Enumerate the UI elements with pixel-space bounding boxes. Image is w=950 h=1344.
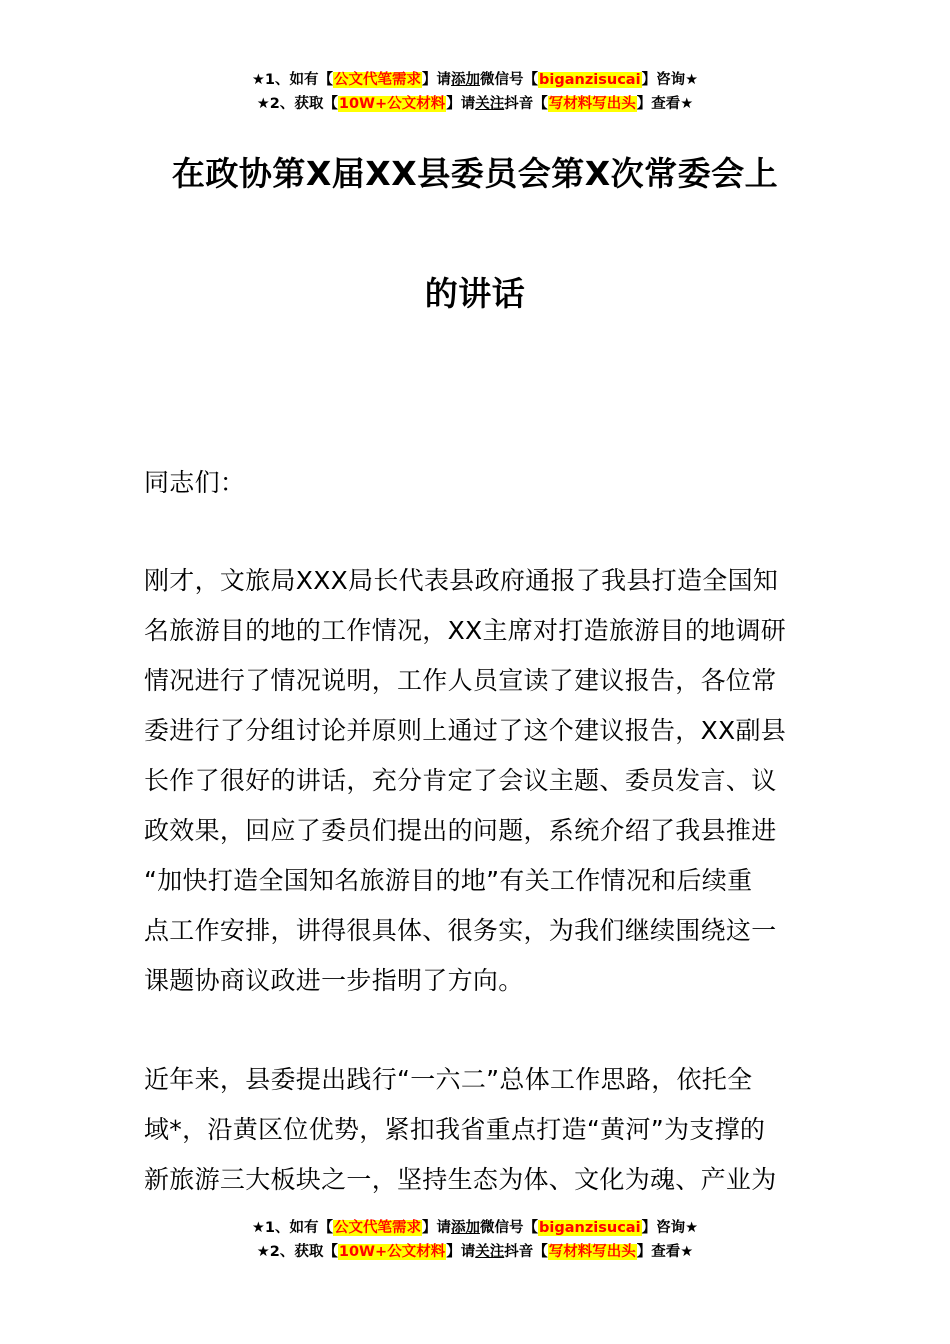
banner-highlight: biganzisucai <box>539 1220 641 1236</box>
paragraph-line: 域*，沿黄区位优势，紧扣我省重点打造“黄河”为支撑的 <box>144 1115 766 1144</box>
paragraph-line: 委进行了分组讨论并原则上通过了这个建议报告，XX副县 <box>144 716 787 745</box>
paragraph-line: 名旅游目的地的工作情况，XX主席对打造旅游目的地调研 <box>144 616 787 645</box>
paragraph-line: 点工作安排，讲得很具体、很务实，为我们继续围绕这一 <box>144 916 777 945</box>
banner-text: 】请 <box>446 96 476 112</box>
banner-text: 】请 <box>422 72 452 88</box>
banner-text: 抖音【 <box>504 96 548 112</box>
paragraph-1 <box>144 556 808 1006</box>
paragraph-line: 政效果，回应了委员们提出的问题，系统介绍了我县推进 <box>144 816 777 845</box>
banner-text: 】请 <box>446 1244 476 1260</box>
banner-underline: 关注 <box>475 96 505 112</box>
banner-underline: 添加 <box>451 72 481 88</box>
banner-text: 】查看★ <box>636 96 694 112</box>
banner-highlight: biganzisucai <box>539 72 641 88</box>
paragraph-line: 近年来，县委提出践行“一六二”总体工作思路，依托全 <box>144 1065 753 1094</box>
paragraph-line: 情况进行了情况说明，工作人员宣读了建议报告，各位常 <box>144 666 777 695</box>
document-title-line-1: 在政协第Ⅹ届XX县委员会第Ⅹ次常委会上 <box>171 154 779 193</box>
banner-highlight: 写材料写出头 <box>548 96 636 112</box>
banner-line-1 <box>0 68 950 92</box>
banner-text: 微信号【 <box>480 72 539 88</box>
banner-text: 】咨询★ <box>641 72 699 88</box>
banner-text: 抖音【 <box>504 1244 548 1260</box>
banner-text: ★1、如有【 <box>251 1220 334 1236</box>
banner-text: 】咨询★ <box>641 1220 699 1236</box>
paragraph-line: 长作了很好的讲话，充分肯定了会议主题、委员发言、议 <box>144 766 777 795</box>
banner-text: ★2、获取【 <box>256 96 338 112</box>
paragraph-line: 刚才，文旅局XXX局长代表县政府通报了我县打造全国知 <box>144 566 779 595</box>
banner-text: 】查看★ <box>636 1244 694 1260</box>
banner-text: 】请 <box>422 1220 452 1236</box>
banner-highlight: 公文代笔需求 <box>334 72 422 88</box>
banner-highlight: 公文代笔需求 <box>334 1220 422 1236</box>
bottom-banner <box>0 1216 950 1264</box>
paragraph-line: 课题协商议政进一步指明了方向。 <box>144 966 524 995</box>
paragraph-line: 新旅游三大板块之一，坚持生态为体、文化为魂、产业为 <box>144 1165 777 1194</box>
document-title-line-2: 的讲话 <box>424 274 526 313</box>
banner-line-2 <box>0 1240 950 1264</box>
banner-underline: 添加 <box>451 1220 481 1236</box>
paragraph-2 <box>144 1055 808 1205</box>
banner-text: ★1、如有【 <box>251 72 334 88</box>
banner-text: 微信号【 <box>480 1220 539 1236</box>
banner-underline: 关注 <box>475 1244 505 1260</box>
top-banner <box>0 68 950 116</box>
banner-highlight: 写材料写出头 <box>548 1244 636 1260</box>
paragraph-line: “加快打造全国知名旅游目的地”有关工作情况和后续重 <box>144 866 753 895</box>
banner-line-2 <box>0 92 950 116</box>
banner-highlight: 10W+公文材料 <box>338 96 446 112</box>
banner-text: ★2、获取【 <box>256 1244 338 1260</box>
salutation: 同志们： <box>144 468 246 497</box>
banner-highlight: 10W+公文材料 <box>338 1244 446 1260</box>
banner-line-1 <box>0 1216 950 1240</box>
